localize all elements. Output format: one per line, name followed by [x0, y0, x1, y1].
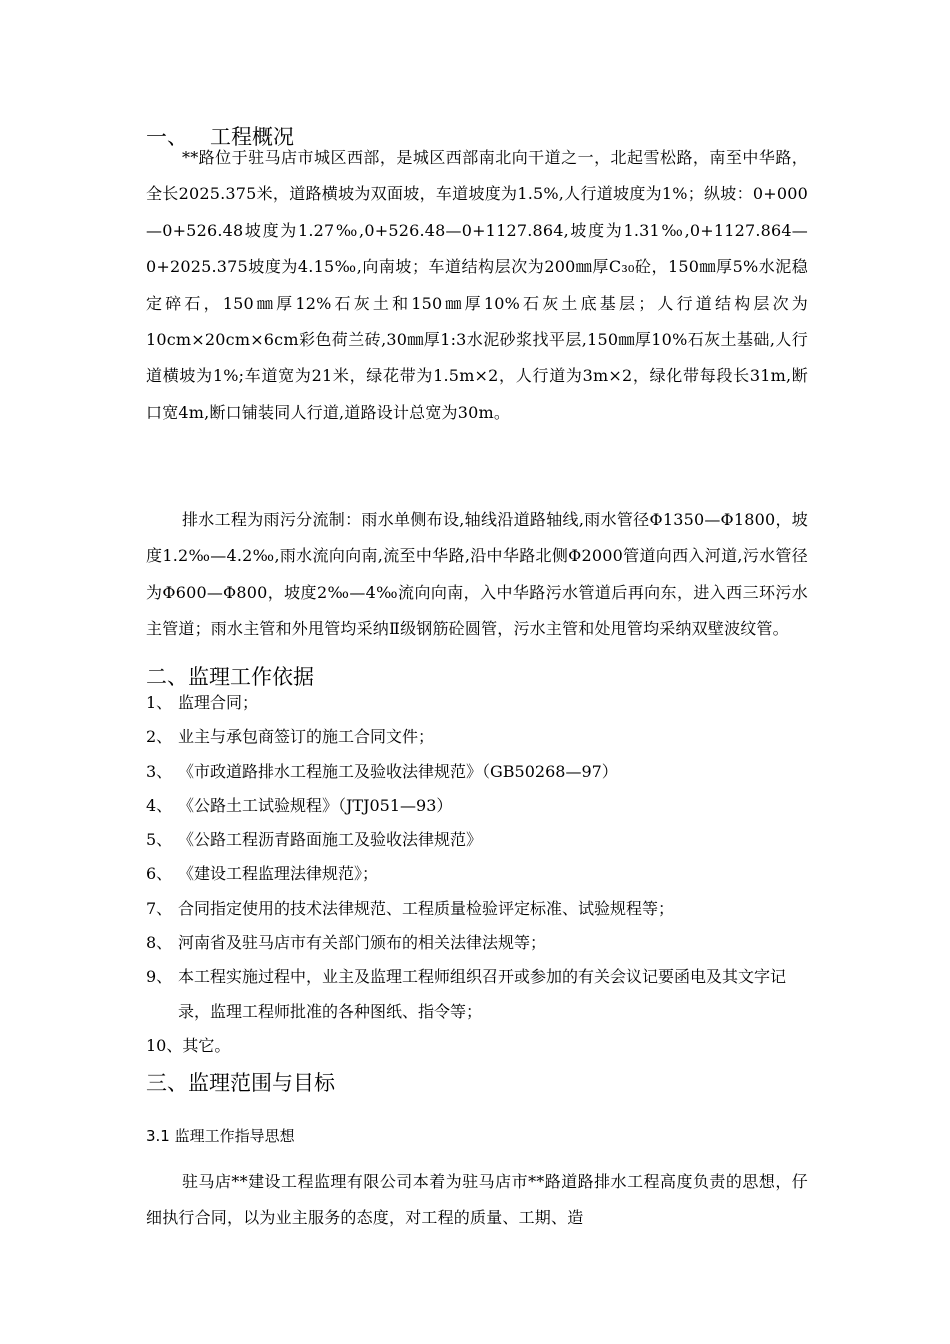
section-3-paragraph-1: 驻马店**建设工程监理有限公司本着为驻马店市**路道路排水工程高度负责的思想，仔细执行合同，以为业主服务的态度，对工程的质量、工期、造 — [146, 1172, 808, 1228]
section-1-number: 一、 — [146, 125, 188, 149]
section-1-paragraph-2: 排水工程为雨污分流制：雨水单侧布设,轴线沿道路轴线,雨水管径Φ1350—Φ1800，坡度1.2‰—4.2‰,雨水流向向南,流至中华路,沿中华路北侧Φ2000管道向西入河道,污水管径为Φ600—Φ800，坡度2‰—4‰流向向南，入中华路污水管道后再向东，进入西三环污水主管道；雨水主管和外甩管均采纳Ⅱ级钢筋砼圆管，污水主管和处甩管均采纳双壁波纹管。 — [146, 510, 808, 639]
section-1-title: 工程概况 — [210, 125, 294, 149]
list-item: 4、 《公路土工试验规程》（JTJ051—93） — [146, 795, 453, 815]
section-2-heading: 二、监理工作依据 — [146, 665, 314, 689]
list-item: 3、 《市政道路排水工程施工及验收法律规范》（GB50268—97） — [146, 761, 618, 781]
section-3-heading: 三、监理范围与目标 — [146, 1071, 335, 1095]
list-item: 10、其它。 — [146, 1035, 231, 1055]
basis-list — [146, 686, 816, 1063]
section-3-1-heading: 3.1 监理工作指导思想 — [146, 1127, 295, 1145]
list-item: 6、 《建设工程监理法律规范》； — [146, 864, 379, 884]
list-item: 9、 本工程实施过程中，业主及监理工程师组织召开或参加的有关会议记要函电及其文字记录，监理工程师批准的各种图纸、指令等； — [146, 967, 787, 1021]
list-item: 8、 河南省及驻马店市有关部门颁布的相关法律法规等； — [146, 933, 547, 953]
list-item: 1、 监理合同； — [146, 693, 259, 712]
list-item: 2、 业主与承包商签订的施工合同文件； — [146, 727, 435, 747]
list-item: 7、 合同指定使用的技术法律规范、工程质量检验评定标准、试验规程等； — [146, 898, 675, 918]
list-item: 5、 《公路工程沥青路面施工及验收法律规范》 — [146, 830, 483, 850]
section-1-paragraph-1: **路位于驻马店市城区西部，是城区西部南北向干道之一，北起雪松路，南至中华路，全长2025.375米，道路横坡为双面坡，车道坡度为1.5%,人行道坡度为1%；纵坡：0+000—0+526.48坡度为1.27‰,0+526.48—0+1127.864,坡度为1.31‰,0+1127.864—0+2025.375坡度为4.15‰,向南坡；车道结构层次为200㎜厚C₃₀砼，150㎜厚5%水泥稳定碎石，150㎜厚12%石灰土和150㎜厚10%石灰土底基层；人行道结构层次为10cm×20cm×6cm彩色荷兰砖,30㎜厚1:3水泥砂浆找平层,150㎜厚10%石灰土基础,人行道横坡为1%;车道宽为21米，绿花带为1.5m×2，人行道为3m×2，绿化带每段长31m,断口宽4m,断口铺装同人行道,道路设计总宽为30m。 — [146, 148, 808, 422]
